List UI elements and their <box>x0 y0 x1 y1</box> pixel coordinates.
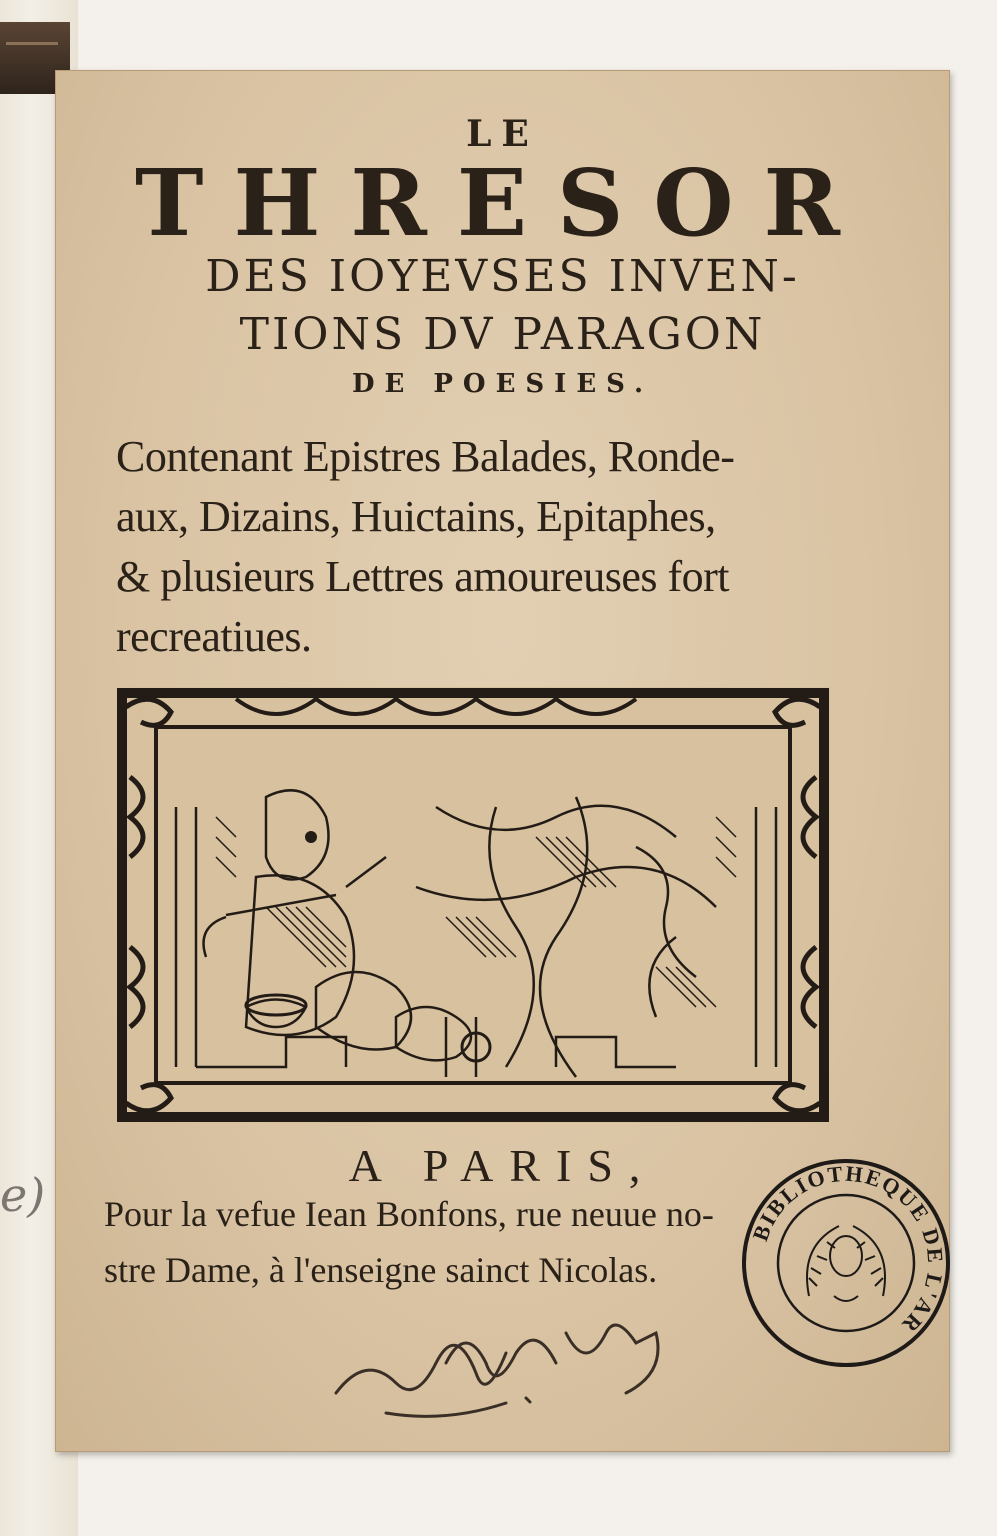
description-line-2: aux, Dizains, Huictains, Epitaphes, <box>116 492 716 541</box>
title-line-1: LE <box>466 113 539 155</box>
faded-marginal-note: e) <box>0 1168 46 1222</box>
title-line-3: DES IOYEVSES INVEN- <box>205 251 800 302</box>
svg-text:BIBLIOTHEQUE DE L'AR <box>747 1161 948 1339</box>
title-page <box>55 70 950 1452</box>
title-line-2: THRESOR <box>134 149 870 257</box>
description-line-4: recreatiues. <box>116 612 312 661</box>
imprint-city: A PARIS, <box>348 1140 657 1191</box>
stamp-text: BIBLIOTHEQUE DE L'AR <box>747 1160 949 1339</box>
handwritten-signature <box>326 1303 706 1433</box>
title-line-4: TIONS DV PARAGON <box>239 309 766 360</box>
woodcut-illustration <box>116 687 830 1123</box>
title-line-5: DE POESIES. <box>351 369 654 399</box>
imprint-line-2: stre Dame, à l'enseigne sainct Nicolas. <box>104 1250 658 1290</box>
imprint-line-1: Pour la vefue Iean Bonfons, rue neuue no- <box>104 1194 714 1234</box>
description-line-3: & plusieurs Lettres amoureuses fort <box>116 552 730 601</box>
library-stamp <box>739 1156 954 1371</box>
description-line-1: Contenant Epistres Balades, Ronde- <box>116 432 735 481</box>
